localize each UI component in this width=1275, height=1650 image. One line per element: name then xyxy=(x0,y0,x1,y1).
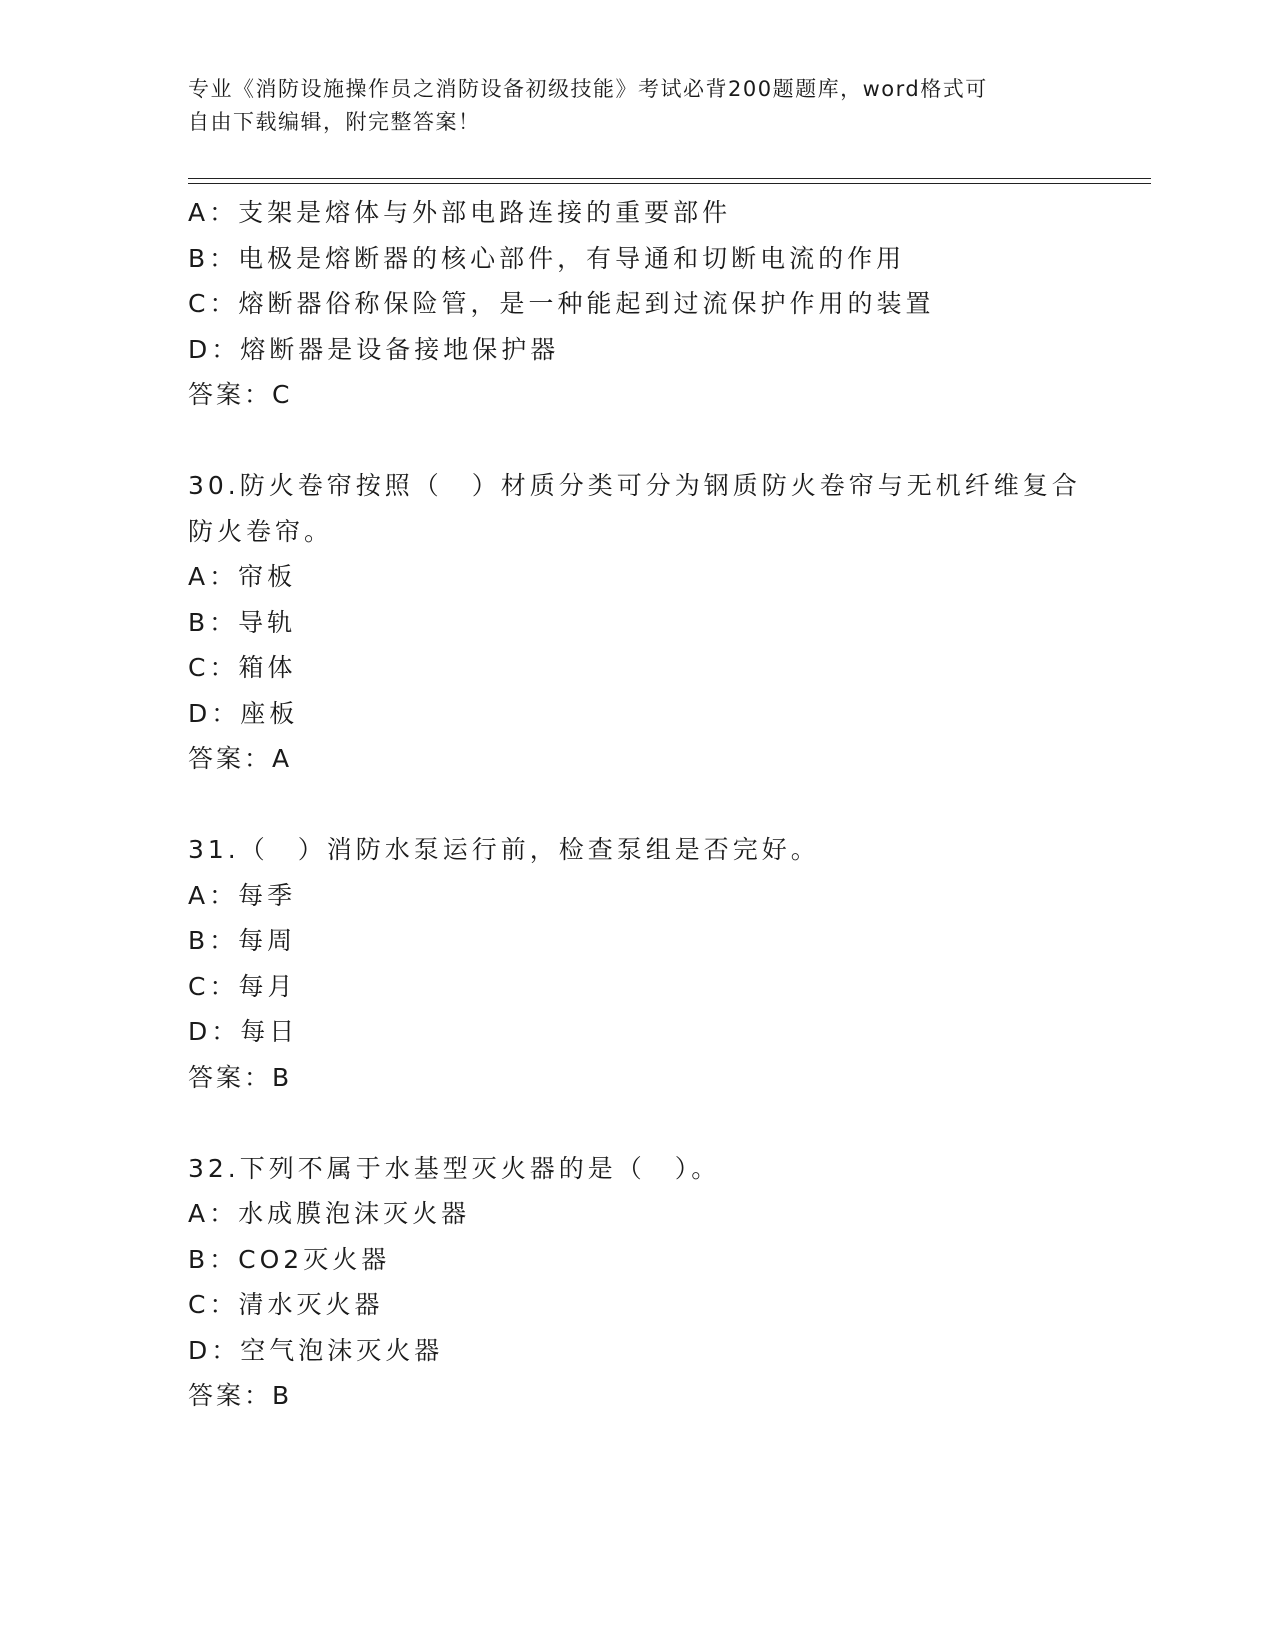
option-c: C：箱体 xyxy=(188,653,297,682)
question-31-block xyxy=(188,827,1088,1100)
question-stem: 30.防火卷帘按照（ ）材质分类可分为钢质防火卷帘与无机纤维复合 xyxy=(188,471,1081,500)
option-b: B：每周 xyxy=(188,926,297,955)
question-29-block xyxy=(188,190,1088,418)
question-stem-continued: 防火卷帘。 xyxy=(188,516,334,546)
answer-label: 答案：A xyxy=(188,744,293,773)
option-a: A：每季 xyxy=(188,880,297,910)
option-d: D：熔断器是设备接地保护器 xyxy=(188,334,560,364)
document-header xyxy=(188,73,1068,139)
question-stem: 32.下列不属于水基型灭火器的是（ ）。 xyxy=(188,1153,721,1183)
option-c: C：熔断器俗称保险管，是一种能起到过流保护作用的装置 xyxy=(188,289,935,318)
answer-label: 答案：C xyxy=(188,380,293,409)
header-line-1: 专业《消防设施操作员之消防设备初级技能》考试必背200题题库，word格式可 xyxy=(188,77,988,101)
option-d: D：空气泡沫灭火器 xyxy=(188,1335,444,1365)
option-b: B：CO2灭火器 xyxy=(188,1244,391,1274)
option-a: A：水成膜泡沫灭火器 xyxy=(188,1199,471,1228)
header-divider-bottom xyxy=(188,183,1151,184)
question-gap xyxy=(188,1100,1088,1146)
option-d: D：每日 xyxy=(188,1017,299,1046)
question-gap xyxy=(188,418,1088,464)
option-c: C：每月 xyxy=(188,971,297,1001)
header-divider-top xyxy=(188,178,1151,179)
answer-label: 答案：B xyxy=(188,1062,293,1092)
question-30-block xyxy=(188,463,1088,782)
option-c: C：清水灭火器 xyxy=(188,1290,384,1319)
question-32-block xyxy=(188,1146,1088,1419)
question-list xyxy=(188,190,1088,1419)
option-a: A：帘板 xyxy=(188,562,297,591)
question-gap xyxy=(188,782,1088,828)
header-line-2: 自由下载编辑，附完整答案！ xyxy=(188,110,481,134)
answer-label: 答案：B xyxy=(188,1381,293,1410)
option-b: B：电极是熔断器的核心部件，有导通和切断电流的作用 xyxy=(188,243,906,273)
option-d: D：座板 xyxy=(188,698,299,728)
question-stem: 31.（ ）消防水泵运行前，检查泵组是否完好。 xyxy=(188,835,820,864)
option-b: B：导轨 xyxy=(188,607,297,637)
option-a: A：支架是熔体与外部电路连接的重要部件 xyxy=(188,198,732,227)
